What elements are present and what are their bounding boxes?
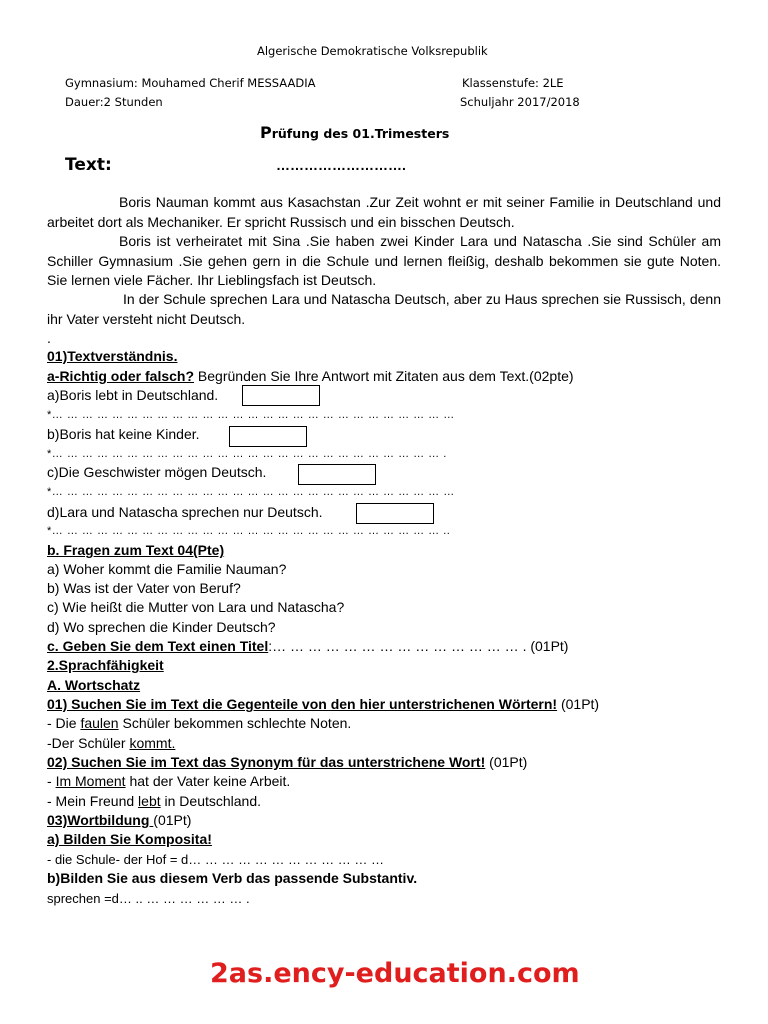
question-c: c) Wie heißt die Mutter von Lara und Natascha? [47, 599, 345, 615]
section2-a-heading: A. Wortschatz [47, 677, 141, 693]
statement-d: d)Lara und Natascha sprechen nur Deutsch. [47, 504, 323, 520]
section1-c-line [47, 637, 568, 657]
exam-title-initial: P [260, 123, 272, 142]
q2-underlined-word-1: Im Moment [55, 773, 126, 789]
section1-heading: 01)Textverständnis. [47, 348, 178, 364]
statement-a: a)Boris lebt in Deutschland. [47, 387, 219, 403]
q1-sentence-2: -Der Schüler kommt. [47, 735, 176, 751]
q3a-line[interactable]: - die Schule- der Hof = d… … … … … … … … … … … … [47, 852, 384, 867]
q2-heading: 02) Suchen Sie im Text das Synonym für das unterstrichene Wort! [47, 754, 486, 770]
q1-points: (01Pt) [557, 696, 600, 712]
paragraph-1: Boris Nauman kommt aus Kasachstan .Zur Zeit wohnt er mit seiner Familie in Deutschland und arbeitet dort als Mechaniker. Er spricht Russisch und ein bisschen Deutsch. [47, 194, 721, 230]
q2-line [47, 753, 527, 773]
q1-heading: 01) Suchen Sie im Text die Gegenteile von den hier unterstrichenen Wörtern! [47, 696, 558, 712]
section1-a-heading: a-Richtig oder falsch? [47, 368, 195, 384]
q2-sentence-2: - Mein Freund lebt in Deutschland. [47, 793, 262, 809]
q2-sentence-1: - Im Moment hat der Vater keine Arbeit. [47, 773, 291, 789]
exam-title [260, 123, 449, 142]
q3a-heading: a) Bilden Sie Komposita! [47, 831, 212, 847]
q2-points: (01Pt) [485, 754, 528, 770]
paragraph-2: Boris ist verheiratet mit Sina .Sie haben zwei Kinder Lara und Natascha .Sie sind Schüler am Schiller Gymnasium .Sie gehen gern in die Schule und lernen fleißig, deshalb bekommen sie gute Noten. Sie lernen viele Fächer. Ihr Lieblingsfach ist Deutsch. [47, 233, 721, 288]
answer-line-d[interactable]: *… … … … … … … … … … … … … … … … … … … … … … … … … … .. [47, 525, 451, 537]
q1-line [47, 695, 599, 715]
header-duration: Dauer:2 Stunden [65, 95, 163, 109]
answer-line-c[interactable]: *… … … … … … … … … … … … … … … … … … … … … … … … … … … [47, 486, 455, 498]
q1-underlined-word-2: kommt. [129, 735, 176, 751]
q1-sentence-1: - Die faulen Schüler bekommen schlechte Noten. [47, 715, 352, 731]
q1-underlined-word-1: faulen [80, 715, 119, 731]
header-year: Schuljahr 2017/2018 [460, 95, 580, 109]
answer-box-a[interactable] [242, 385, 320, 406]
question-a: a) Woher kommt die Familie Nauman? [47, 561, 287, 577]
section1-a-instruction: Begründen Sie Ihre Antwort mit Zitaten aus dem Text.(02pte) [194, 368, 574, 384]
text-title-placeholder: ………………………. [276, 157, 406, 173]
section1-c-rest[interactable]: :… … … … … … … … … … … … … … . (01Pt) [268, 638, 569, 654]
answer-line-b[interactable]: *… … … … … … … … … … … … … … … … … … … … … … … … … … . [47, 448, 447, 460]
exam-title-rest: rüfung des 01.Trimesters [271, 126, 450, 141]
section1-c-heading: c. Geben Sie dem Text einen Titel [47, 638, 269, 654]
question-b: b) Was ist der Vater von Beruf? [47, 580, 241, 596]
footer-website: 2as.ency-education.com [210, 958, 580, 989]
q3-line [47, 811, 191, 831]
answer-box-c[interactable] [298, 464, 376, 485]
stray-dot: . [47, 330, 51, 346]
paragraph-3: In der Schule sprechen Lara und Natascha Deutsch, aber zu Haus sprechen sie Russisch, denn ihr Vater versteht nicht Deutsch. [47, 291, 721, 327]
q3b-heading: b)Bilden Sie aus diesem Verb das passende Substantiv. [47, 870, 418, 886]
q2-underlined-word-2: lebt [138, 793, 161, 809]
answer-box-d[interactable] [356, 503, 434, 524]
question-d: d) Wo sprechen die Kinder Deutsch? [47, 619, 276, 635]
statement-c: c)Die Geschwister mögen Deutsch. [47, 464, 267, 480]
header-republic: Algerische Demokratische Volksrepublik [257, 44, 488, 58]
statement-b: b)Boris hat keine Kinder. [47, 426, 200, 442]
header-class: Klassenstufe: 2LE [462, 76, 564, 90]
section1-a-line [47, 367, 574, 387]
q3b-line[interactable]: sprechen =d… .. … … … … … … . [47, 891, 250, 906]
section2-heading: 2.Sprachfähigkeit [47, 657, 164, 673]
section1-b-heading: b. Fragen zum Text 04(Pte) [47, 542, 225, 558]
answer-line-a[interactable]: *… … … … … … … … … … … … … … … … … … … … … … … … … … … [47, 409, 455, 421]
text-label: Text: [65, 155, 112, 175]
answer-box-b[interactable] [229, 426, 307, 447]
header-school: Gymnasium: Mouhamed Cherif MESSAADIA [65, 76, 316, 90]
q3-points: (01Pt) [153, 812, 192, 828]
q3-heading: 03)Wortbildung [47, 812, 154, 828]
